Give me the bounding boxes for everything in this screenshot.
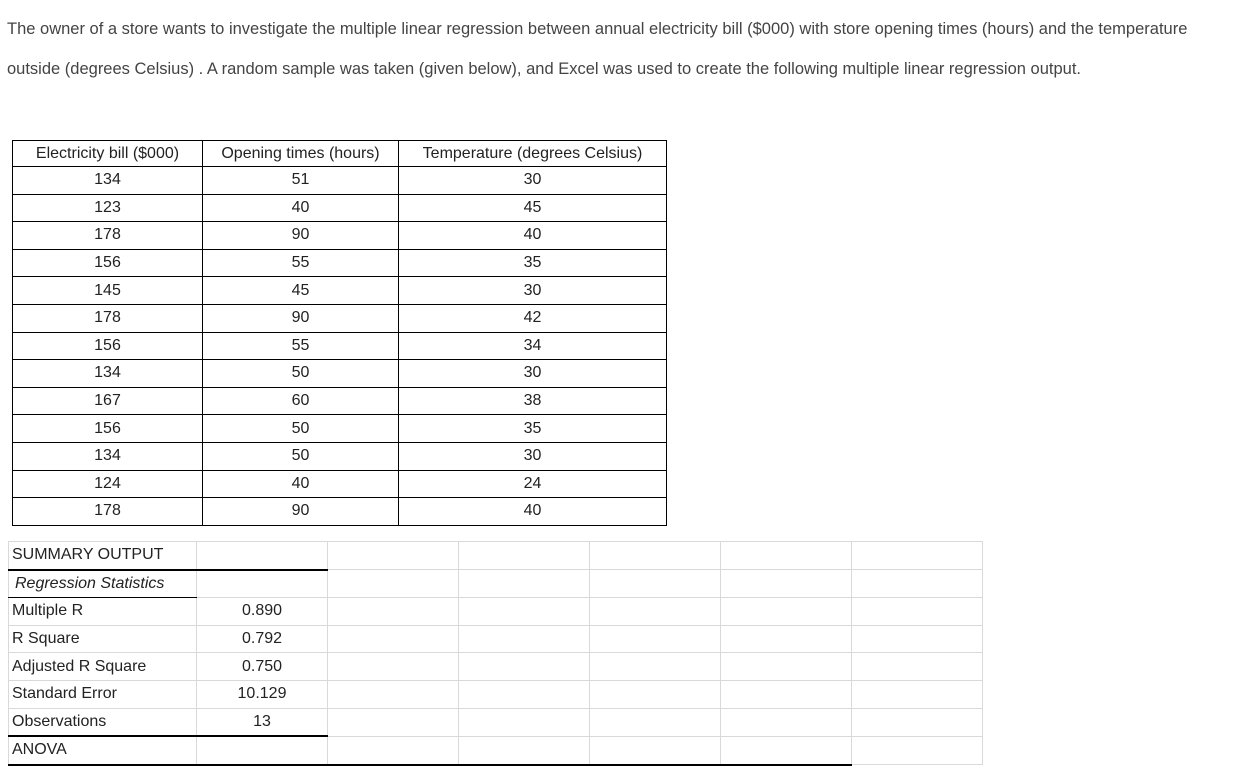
cell-opening-times: 45 [203,277,399,305]
stat-value: 0.890 [197,598,328,626]
header-temperature: Temperature (degrees Celsius) [399,141,667,167]
table-row [13,415,667,443]
empty-cell [197,736,328,765]
empty-cell [459,736,590,765]
empty-cell [328,708,459,736]
stat-row [9,625,983,653]
cell-opening-times: 55 [203,332,399,360]
stat-row [9,653,983,681]
cell-temperature: 24 [399,470,667,498]
cell-temperature: 42 [399,304,667,332]
empty-cell [459,542,590,570]
cell-temperature: 35 [399,249,667,277]
cell-temperature: 30 [399,442,667,470]
cell-temperature: 30 [399,167,667,195]
empty-cell [590,625,721,653]
empty-cell [328,598,459,626]
cell-electricity-bill: 178 [13,498,203,526]
empty-cell [721,542,852,570]
regression-statistics-row [9,570,983,598]
cell-electricity-bill: 156 [13,415,203,443]
empty-cell [852,680,983,708]
question-text: The owner of a store wants to investigate the multiple linear regression between annual electricity bill ($000) with store opening times (hours) and the temperature outside (degrees Celsius) . A random sample was taken (given below), and Excel was used to create the following multiple linear regression output. [7,20,1188,78]
stat-label: Adjusted R Square [9,653,197,681]
cell-electricity-bill: 178 [13,222,203,250]
summary-title: SUMMARY OUTPUT [9,542,197,570]
empty-cell [852,570,983,598]
summary-title-row [9,542,983,570]
empty-cell [328,570,459,598]
header-opening-times: Opening times (hours) [203,141,399,167]
stat-label: Observations [9,708,197,736]
empty-cell [721,570,852,598]
stat-value: 0.750 [197,653,328,681]
empty-cell [721,653,852,681]
empty-cell [328,680,459,708]
header-electricity-bill: Electricity bill ($000) [13,141,203,167]
cell-temperature: 30 [399,277,667,305]
cell-opening-times: 50 [203,415,399,443]
empty-cell [459,708,590,736]
cell-opening-times: 90 [203,304,399,332]
cell-opening-times: 50 [203,442,399,470]
empty-cell [590,570,721,598]
summary-body [9,542,983,765]
cell-opening-times: 90 [203,222,399,250]
empty-cell [197,542,328,570]
empty-cell [721,625,852,653]
table-row [13,332,667,360]
table-row [13,194,667,222]
empty-cell [459,598,590,626]
regression-statistics-heading: Regression Statistics [9,570,197,598]
cell-opening-times: 90 [203,498,399,526]
table-row [13,498,667,526]
empty-cell [590,736,721,765]
empty-cell [852,736,983,765]
stat-row [9,680,983,708]
cell-electricity-bill: 156 [13,332,203,360]
empty-cell [197,570,328,598]
empty-cell [459,653,590,681]
cell-electricity-bill: 134 [13,360,203,388]
stat-value: 13 [197,708,328,736]
empty-cell [328,653,459,681]
empty-cell [590,653,721,681]
empty-cell [721,598,852,626]
empty-cell [459,680,590,708]
summary-output-sheet [8,541,983,766]
cell-temperature: 45 [399,194,667,222]
empty-cell [590,708,721,736]
cell-temperature: 40 [399,498,667,526]
empty-cell [721,708,852,736]
empty-cell [852,625,983,653]
cell-temperature: 35 [399,415,667,443]
cell-electricity-bill: 134 [13,167,203,195]
table-row [13,387,667,415]
table-row [13,442,667,470]
table-row [13,277,667,305]
data-table-header-row [13,141,667,167]
stat-label: Standard Error [9,680,197,708]
empty-cell [852,653,983,681]
anova-row [9,736,983,765]
empty-cell [590,680,721,708]
empty-cell [852,542,983,570]
cell-electricity-bill: 167 [13,387,203,415]
stat-value: 10.129 [197,680,328,708]
anova-heading: ANOVA [9,736,197,765]
cell-electricity-bill: 124 [13,470,203,498]
data-table-body [13,167,667,526]
table-row [13,470,667,498]
empty-cell [459,570,590,598]
table-row [13,249,667,277]
table-row [13,304,667,332]
data-table [12,140,667,526]
stat-row [9,708,983,736]
cell-electricity-bill: 178 [13,304,203,332]
cell-electricity-bill: 145 [13,277,203,305]
cell-temperature: 30 [399,360,667,388]
cell-opening-times: 50 [203,360,399,388]
empty-cell [328,542,459,570]
cell-opening-times: 55 [203,249,399,277]
empty-cell [721,680,852,708]
cell-temperature: 34 [399,332,667,360]
cell-temperature: 38 [399,387,667,415]
stat-row [9,598,983,626]
empty-cell [328,625,459,653]
cell-opening-times: 60 [203,387,399,415]
cell-opening-times: 40 [203,470,399,498]
empty-cell [328,736,459,765]
cell-electricity-bill: 123 [13,194,203,222]
stat-value: 0.792 [197,625,328,653]
cell-electricity-bill: 156 [13,249,203,277]
table-row [13,222,667,250]
stat-label: Multiple R [9,598,197,626]
empty-cell [459,625,590,653]
empty-cell [590,598,721,626]
empty-cell [721,736,852,765]
cell-opening-times: 51 [203,167,399,195]
empty-cell [852,708,983,736]
cell-electricity-bill: 134 [13,442,203,470]
table-row [13,167,667,195]
cell-opening-times: 40 [203,194,399,222]
stat-label: R Square [9,625,197,653]
empty-cell [590,542,721,570]
empty-cell [852,598,983,626]
cell-temperature: 40 [399,222,667,250]
table-row [13,360,667,388]
